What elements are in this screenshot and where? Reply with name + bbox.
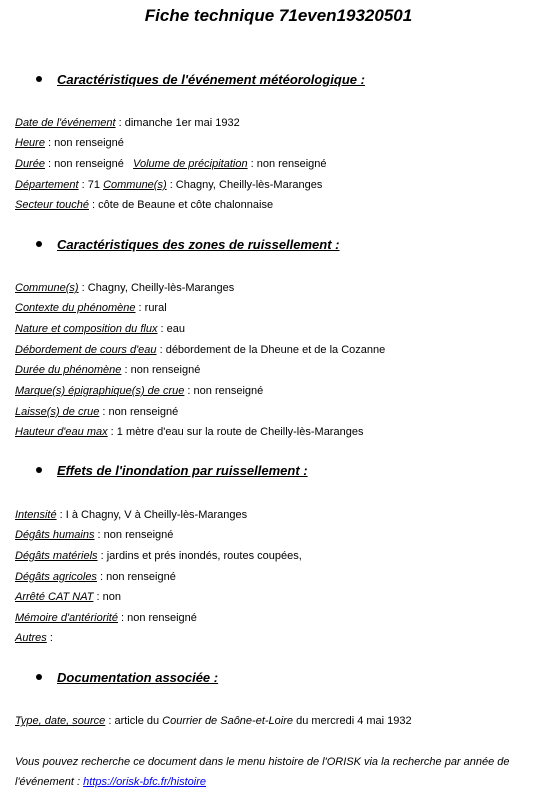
heading-text: Caractéristiques de l'événement météorologique : — [57, 72, 365, 87]
field-label: Commune(s) — [15, 282, 79, 294]
field-label: Volume de précipitation — [133, 158, 248, 170]
field-label: Durée — [15, 158, 45, 170]
field-laisses — [15, 405, 178, 419]
section-heading-doc — [36, 670, 218, 685]
field-label: Marque(s) épigraphique(s) de crue — [15, 385, 185, 397]
field-duree-phenomene — [15, 363, 200, 377]
field-catnat — [15, 590, 121, 604]
bullet-icon — [36, 76, 42, 82]
field-value: : non — [93, 591, 121, 603]
field-value: : non renseigné — [117, 612, 197, 624]
field-marques — [15, 384, 263, 398]
field-label: Arrêté CAT NAT — [15, 591, 94, 603]
field-source — [15, 714, 412, 728]
field-hauteur — [15, 425, 363, 439]
field-label: Autres — [15, 632, 47, 644]
field-communes — [15, 281, 234, 295]
field-label: Intensité — [15, 509, 57, 521]
field-label: Dégâts agricoles — [15, 571, 97, 583]
field-label: Heure — [15, 137, 45, 149]
field-value: : eau — [157, 323, 185, 335]
field-duree — [15, 157, 326, 171]
section-heading-zones — [36, 237, 340, 252]
field-contexte — [15, 301, 167, 315]
heading-text: Documentation associée : — [57, 670, 219, 685]
field-value: : non renseigné — [184, 385, 264, 397]
field-value: : article du — [105, 715, 163, 727]
field-value: : non renseigné — [247, 158, 327, 170]
field-label: Débordement de cours d'eau — [15, 344, 157, 356]
field-value: du mercredi 4 mai 1932 — [293, 715, 412, 727]
field-value: : débordement de la Dheune et de la Cozanne — [156, 344, 386, 356]
field-label: Type, date, source — [15, 715, 106, 727]
field-label: Contexte du phénomène — [15, 302, 136, 314]
bullet-icon — [36, 467, 42, 473]
field-value: : non renseigné — [44, 158, 124, 170]
field-value: : non renseigné — [99, 406, 179, 418]
field-value: : dimanche 1er mai 1932 — [115, 117, 240, 129]
field-date — [15, 116, 240, 130]
field-label: Commune(s) — [103, 179, 167, 191]
heading-text: Caractéristiques des zones de ruissellement : — [57, 237, 340, 252]
field-autres — [15, 631, 53, 645]
field-value: : Chagny, Cheilly-lès-Maranges — [78, 282, 235, 294]
note-text: Vous pouvez recherche ce document dans le menu histoire de l'ORISK via la recherche par année de l'événement : — [15, 756, 510, 788]
field-value: : non renseigné — [121, 364, 201, 376]
field-label: Laisse(s) de crue — [15, 406, 100, 418]
field-degats-humains — [15, 528, 173, 542]
histoire-link[interactable]: https://orisk-bfc.fr/histoire — [83, 776, 207, 788]
field-secteur — [15, 198, 273, 212]
section-heading-effets — [36, 463, 308, 478]
field-intensite — [15, 508, 247, 522]
field-debordement — [15, 343, 385, 357]
field-label: Dégâts humains — [15, 529, 95, 541]
field-value: : côte de Beaune et côte chalonnaise — [89, 199, 274, 211]
journal-name: Courrier de Saône-et-Loire — [162, 715, 294, 727]
field-label: Durée du phénomène — [15, 364, 122, 376]
field-label: Nature et composition du flux — [15, 323, 158, 335]
field-value: : non renseigné — [94, 529, 174, 541]
field-nature — [15, 322, 185, 336]
heading-text: Effets de l'inondation par ruissellement : — [57, 463, 308, 478]
field-label: Date de l'événement — [15, 117, 116, 129]
field-value: : jardins et prés inondés, routes coupées, — [97, 550, 302, 562]
field-value: : rural — [135, 302, 167, 314]
search-note — [15, 752, 540, 792]
field-value: : I à Chagny, V à Cheilly-lès-Maranges — [56, 509, 248, 521]
field-value: : Chagny, Cheilly-lès-Maranges — [166, 179, 323, 191]
field-value: : non renseigné — [44, 137, 124, 149]
field-label: Secteur touché — [15, 199, 89, 211]
bullet-icon — [36, 241, 42, 247]
field-value: : 1 mètre d'eau sur la route de Cheilly-lès-Maranges — [107, 426, 364, 438]
field-value: : non renseigné — [96, 571, 176, 583]
field-degats-agricoles — [15, 570, 176, 584]
bullet-icon — [36, 674, 42, 680]
field-label: Mémoire d'antériorité — [15, 612, 118, 624]
section-heading-meteo — [36, 72, 365, 87]
field-value: : 71 — [78, 179, 104, 191]
field-value: : — [46, 632, 53, 644]
field-memoire — [15, 611, 197, 625]
page-title: Fiche technique 71even19320501 — [144, 6, 413, 25]
field-label: Dégâts matériels — [15, 550, 98, 562]
field-label: Département — [15, 179, 79, 191]
field-departement — [15, 178, 322, 192]
field-degats-materiels — [15, 549, 302, 563]
field-label: Hauteur d'eau max — [15, 426, 108, 438]
field-heure — [15, 136, 124, 150]
